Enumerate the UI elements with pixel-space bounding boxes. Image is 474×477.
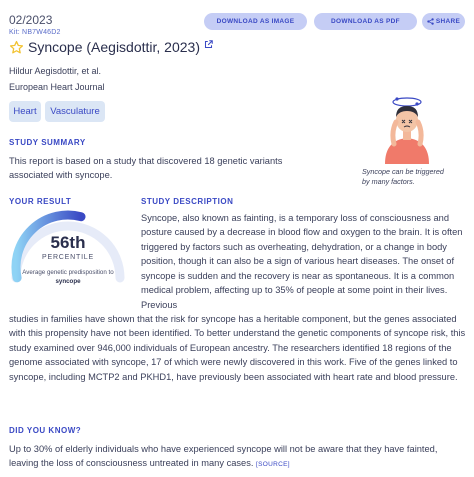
external-link-icon[interactable]: [204, 40, 213, 49]
page-title: Syncope (Aegisdottir, 2023): [28, 39, 200, 55]
study-description-heading: STUDY DESCRIPTION: [141, 197, 234, 206]
percentile-description-trait: syncope: [55, 278, 81, 285]
share-button[interactable]: [422, 13, 465, 30]
share-icon: [427, 18, 434, 25]
did-you-know-text: [9, 442, 467, 472]
did-you-know-body: Up to 30% of elderly individuals who have experienced syncope will not be aware that they have fainted, leaving the loss of consciousness untreated in many cases.: [9, 444, 438, 468]
tag-vasculature[interactable]: Vasculature: [45, 101, 105, 122]
fainting-person-illustration: [375, 92, 439, 164]
percentile-value: 56th: [50, 233, 86, 252]
journal-name: European Heart Journal: [9, 82, 105, 92]
download-image-button[interactable]: DOWNLOAD AS IMAGE: [204, 13, 307, 30]
your-result-heading: YOUR RESULT: [9, 197, 72, 206]
share-label: SHARE: [435, 18, 461, 25]
percentile-description-prefix: Average genetic predisposition to: [22, 269, 114, 276]
download-pdf-button[interactable]: DOWNLOAD AS PDF: [314, 13, 417, 30]
report-date: 02/2023: [9, 13, 53, 27]
percentile-description: [18, 268, 118, 286]
title-row: [9, 38, 213, 56]
did-you-know-heading: DID YOU KNOW?: [9, 426, 82, 435]
illustration-caption: Syncope can be triggered by many factors.: [362, 167, 444, 186]
study-summary-heading: STUDY SUMMARY: [9, 138, 86, 147]
source-link[interactable]: [SOURCE]: [256, 461, 290, 468]
kit-id: Kit: NB7W46D2: [9, 29, 61, 36]
tag-heart[interactable]: Heart: [9, 101, 41, 122]
study-description-text-top: Syncope, also known as fainting, is a temporary loss of consciousness and posture caused by a decrease in blood flow and oxygen to the brain. It is often triggered by factors such as overheating, dehydration, or a change in body position, though it can also be a sign of various heart diseases. The onset of syncope is sudden and the recovery is near as spontaneous. It is a common medical problem, affecting up to 35% of people at some point in their lives. Previous: [141, 213, 463, 310]
study-description-text-bottom: studies in families have shown that the risk for syncope has a heritable component, but the genes associated with this propensity have not been identified. To better understand the genetic components of syncope risk, this study examined over 946,000 individuals of European ancestry. The researchers identified 18 regions of the genome associated with syncope, 17 of which were newly discovered in this work. Five of the genes linked to syncope, including MCTP2 and PKHD1, have previously been associated with heart rate and blood pressure.: [9, 314, 466, 382]
study-summary-text: This report is based on a study that discovered 18 genetic variants associated with syncope.: [9, 156, 283, 180]
authors: Hildur Aegisdottir, et al.: [9, 66, 102, 76]
percentile-label: PERCENTILE: [42, 254, 94, 261]
star-icon[interactable]: [9, 40, 24, 55]
